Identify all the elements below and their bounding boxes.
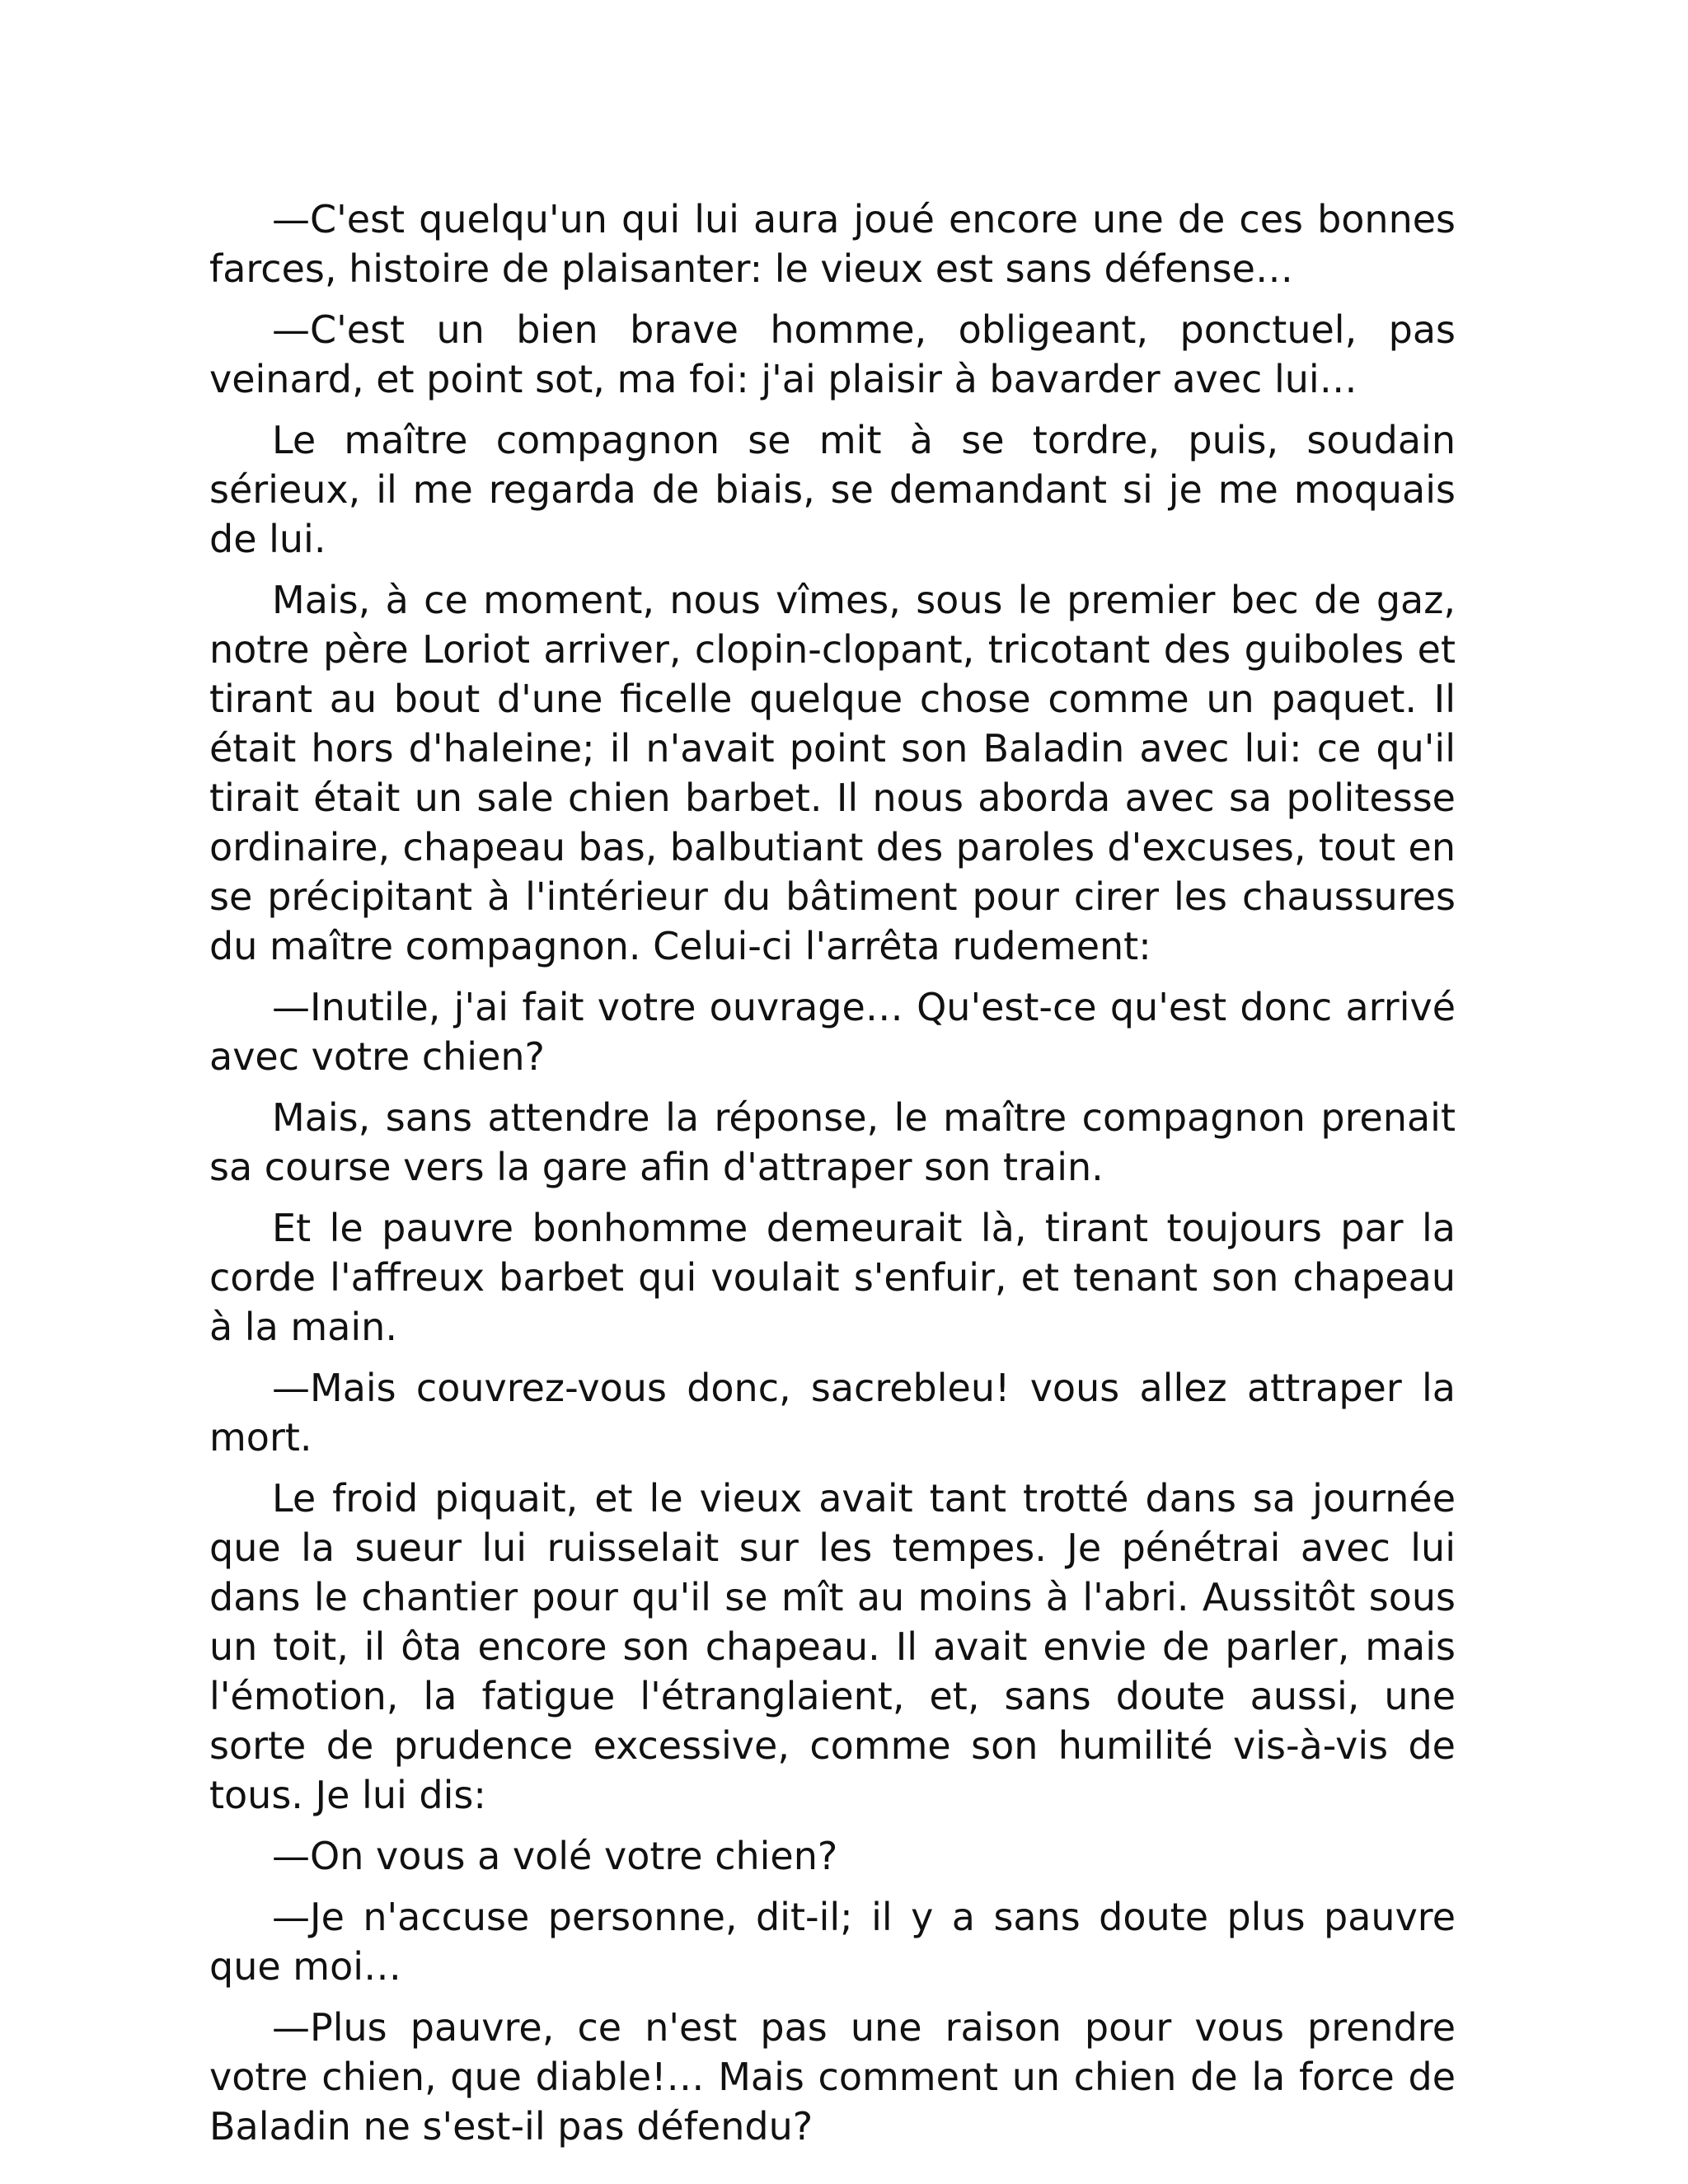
paragraph: —C'est un bien brave homme, obligeant, ponctuel, pas veinard, et point sot, ma foi: j'ai plaisir à bavarder avec lui…: [209, 307, 1456, 401]
paragraph: Le froid piquait, et le vieux avait tant trotté dans sa journée que la sueur lui ruisselait sur les tempes. Je pénétrai avec lui dans le chantier pour qu'il se mît au moins à l'abri. Aussitôt sous un toit, il ôta encore son chapeau. Il avait envie de parler, mais l'émotion, la fatigue l'étranglaient, et, sans doute aussi, une sorte de prudence excessive, comme son humilité vis-à-vis de tous. Je lui dis:: [209, 1476, 1456, 1817]
paragraph: —On vous a volé votre chien?: [272, 1834, 838, 1878]
paragraph: —C'est quelqu'un qui lui aura joué encore une de ces bonnes farces, histoire de plaisanter: le vieux est sans défense…: [209, 197, 1456, 291]
paragraph: Mais, à ce moment, nous vîmes, sous le premier bec de gaz, notre père Loriot arriver, clopin-clopant, tricotant des guiboles et tirant au bout d'une ficelle quelque chose comme un paquet. Il était hors d'haleine; il n'avait point son Baladin avec lui: ce qu'il tirait était un sale chien barbet. Il nous aborda avec sa politesse ordinaire, chapeau bas, balbutiant des paroles d'excuses, tout en se précipitant à l'intérieur du bâtiment pour cirer les chaussures du maître compagnon. Celui-ci l'arrêta rudement:: [209, 578, 1456, 968]
paragraph: —Mais couvrez-vous donc, sacrebleu! vous allez attraper la mort.: [209, 1366, 1456, 1460]
paragraph: Et le pauvre bonhomme demeurait là, tirant toujours par la corde l'affreux barbet qui voulait s'enfuir, et tenant son chapeau à la main.: [209, 1206, 1456, 1349]
page-text: [209, 194, 1456, 2163]
paragraph: —Plus pauvre, ce n'est pas une raison pour vous prendre votre chien, que diable!… Mais comment un chien de la force de Baladin ne s'est-il pas défendu?: [209, 2005, 1456, 2149]
paragraph: —Je n'accuse personne, dit-il; il y a sans doute plus pauvre que moi…: [209, 1895, 1456, 1989]
paragraph: —Inutile, j'ai fait votre ouvrage… Qu'est-ce qu'est donc arrivé avec votre chien?: [209, 985, 1456, 1079]
paragraph: Mais, sans attendre la réponse, le maître compagnon prenait sa course vers la gare afin d'attraper son train.: [209, 1095, 1456, 1189]
paragraph: Le maître compagnon se mit à se tordre, puis, soudain sérieux, il me regarda de biais, se demandant si je me moquais de lui.: [209, 418, 1456, 561]
